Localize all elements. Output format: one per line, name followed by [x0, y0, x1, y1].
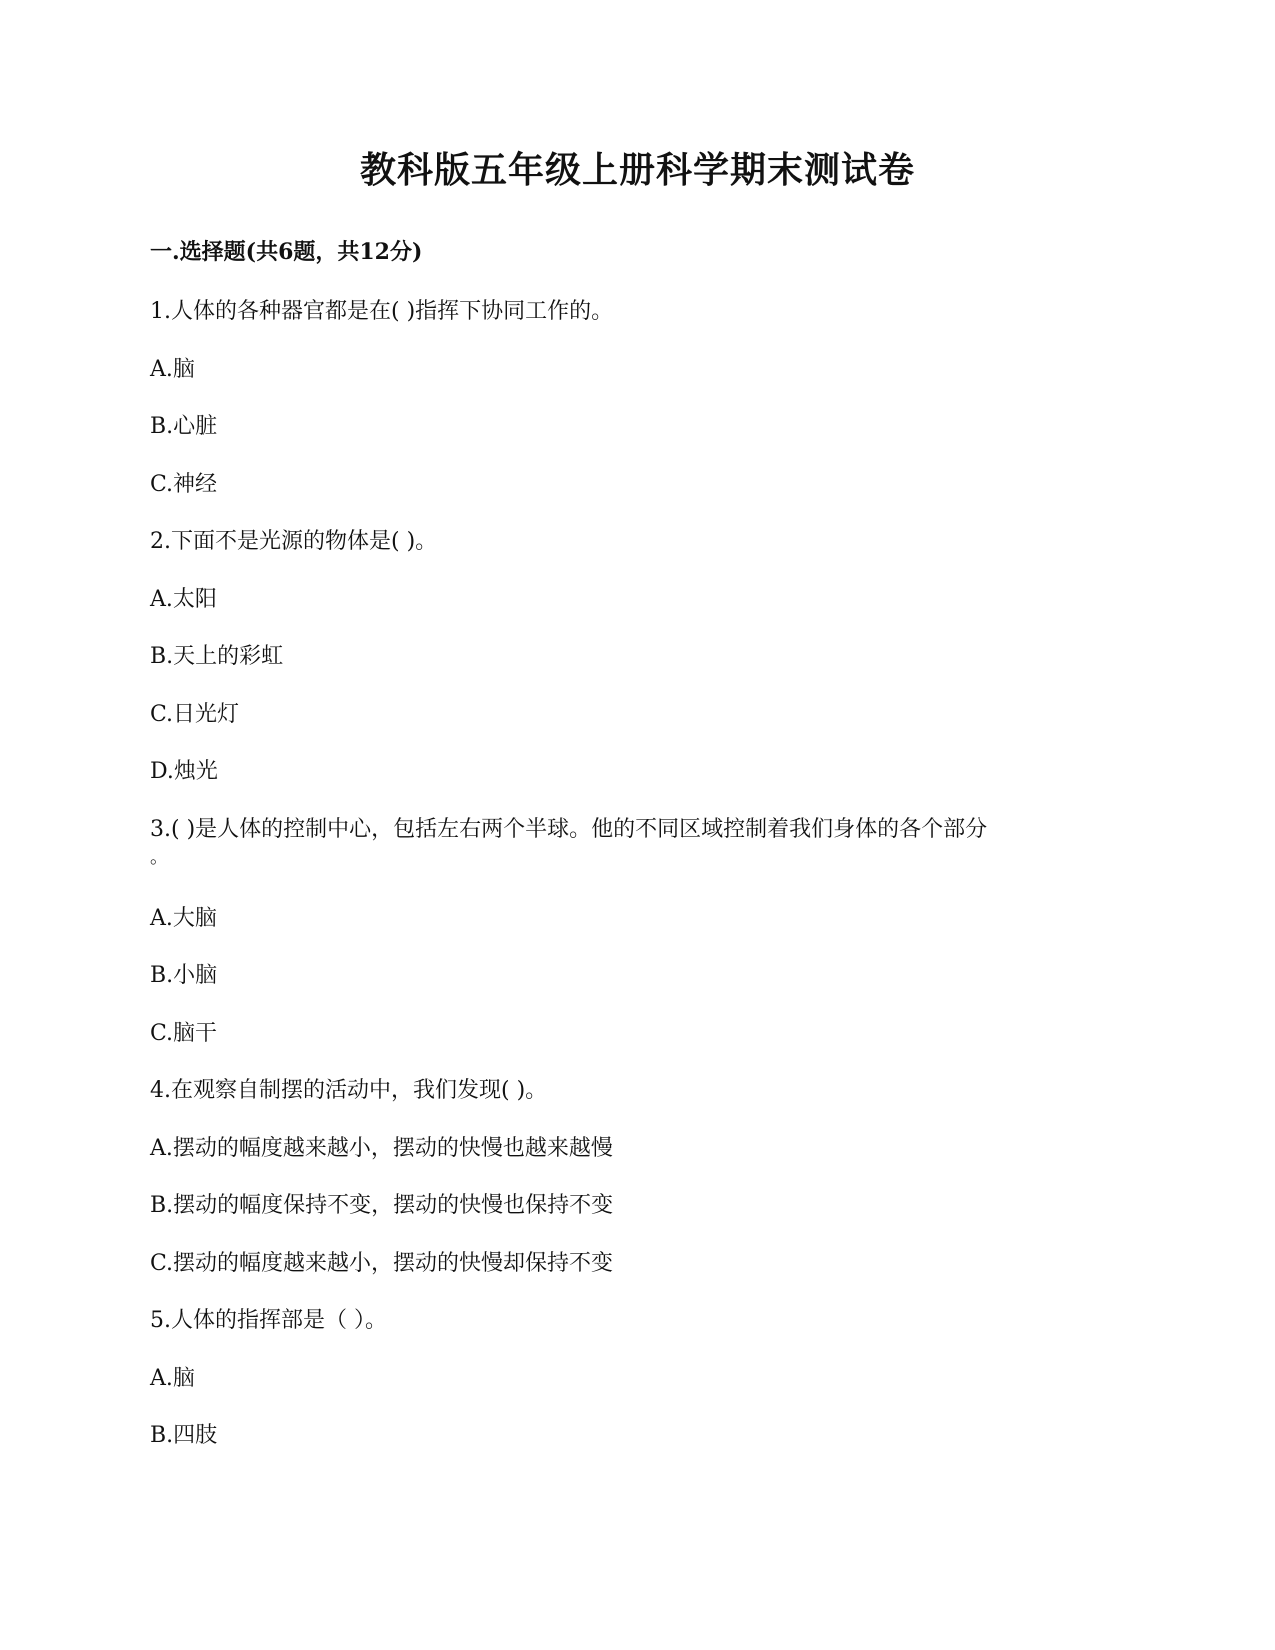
option-4a: A.摆动的幅度越来越小，摆动的快慢也越来越慢: [150, 1135, 613, 1161]
question-3: 3.( )是人体的控制中心，包括左右两个半球。他的不同区域控制着我们身体的各个部分: [150, 816, 988, 842]
question-4: 4.在观察自制摆的活动中，我们发现( )。: [150, 1078, 548, 1103]
option-2a: A.太阳: [150, 586, 217, 612]
question-5: 5.人体的指挥部是（ ）。: [150, 1308, 387, 1333]
option-5a: A.脑: [150, 1365, 195, 1391]
option-5b: B.四肢: [150, 1423, 218, 1448]
option-3c: C.脑干: [150, 1020, 218, 1046]
question-3-continuation: 。: [150, 846, 168, 868]
document-title: 教科版五年级上册科学期末测试卷: [359, 149, 915, 191]
option-3b: B.小脑: [150, 963, 218, 988]
option-3a: A.大脑: [150, 905, 217, 931]
question-1: 1.人体的各种器官都是在( )指挥下协同工作的。: [150, 299, 614, 324]
option-2b: B.天上的彩虹: [150, 644, 284, 669]
option-1c: C.神经: [150, 471, 218, 497]
option-1a: A.脑: [150, 356, 195, 382]
option-1b: B.心脏: [150, 414, 218, 439]
option-4c: C.摆动的幅度越来越小，摆动的快慢却保持不变: [150, 1250, 614, 1276]
option-4b: B.摆动的幅度保持不变，摆动的快慢也保持不变: [150, 1193, 614, 1218]
option-2d: D.烛光: [150, 759, 218, 784]
question-list: [150, 297, 1130, 1479]
option-2c: C.日光灯: [150, 701, 240, 727]
section-heading: 一.选择题(共6题，共12分): [150, 239, 423, 265]
question-2: 2.下面不是光源的物体是( )。: [150, 529, 438, 554]
